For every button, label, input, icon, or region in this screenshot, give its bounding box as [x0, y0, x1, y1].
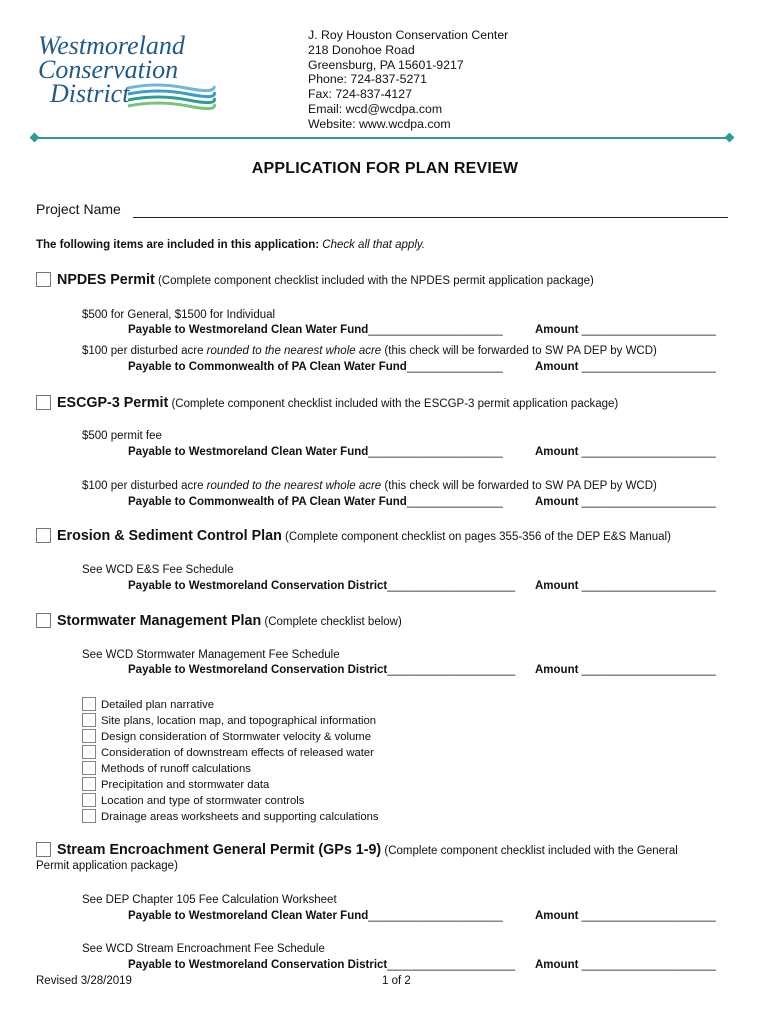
intro-text	[36, 239, 425, 251]
checklist-checkbox[interactable]	[82, 761, 96, 775]
logo-line-1: Westmoreland	[38, 31, 185, 60]
logo-line-2: Conservation	[38, 55, 179, 84]
amount-label: Amount	[535, 324, 579, 336]
escgp-heading: ESCGP-3 Permit	[57, 395, 169, 411]
amount-label: Amount	[535, 959, 579, 971]
swm-fee-1: See WCD Stormwater Management Fee Schedule	[82, 649, 340, 661]
swm-checklist-item	[82, 697, 214, 711]
swm-checklist-item	[82, 761, 251, 775]
checklist-checkbox[interactable]	[82, 793, 96, 807]
stream-payable-1-text: Payable to Westmoreland Clean Water Fund	[128, 910, 369, 922]
stream-payable-2-text: Payable to Westmoreland Conservation District	[128, 959, 388, 971]
npdes-fee-2-a: $100 per disturbed acre	[82, 345, 207, 357]
esc-checkbox[interactable]	[36, 528, 51, 543]
escgp-payable-1	[128, 446, 503, 458]
npdes-fee-2-b: (this check will be forwarded to SW PA DEP by WCD)	[381, 345, 657, 357]
checklist-label: Detailed plan narrative	[101, 699, 215, 711]
amount-label: Amount	[535, 496, 579, 508]
divider-diamond-left	[30, 133, 40, 143]
swm-checklist-item	[82, 809, 379, 823]
npdes-fee-1: $500 for General, $1500 for Individual	[82, 309, 276, 321]
amount-blank[interactable]: _____________________	[581, 959, 716, 971]
esc-payable-1	[128, 580, 515, 592]
stream-checkbox[interactable]	[36, 842, 51, 857]
npdes-checkbox[interactable]	[36, 272, 51, 287]
amount-blank[interactable]: _____________________	[581, 446, 716, 458]
fax: Fax: 724-837-4127	[308, 87, 412, 102]
stream-fee-1: See DEP Chapter 105 Fee Calculation Worksheet	[82, 894, 337, 906]
project-name-field[interactable]	[133, 217, 728, 218]
checklist-label: Precipitation and stormwater data	[101, 779, 270, 791]
stream-fee-2: See WCD Stream Encroachment Fee Schedule	[82, 943, 325, 955]
swm-checklist-item	[82, 729, 371, 743]
npdes-payable-1	[128, 324, 503, 336]
section-escgp	[36, 395, 618, 411]
website[interactable]: Website: www.wcdpa.com	[308, 116, 451, 131]
escgp-payable-2-text: Payable to Commonwealth of PA Clean Water Fund	[128, 496, 407, 508]
amount-blank[interactable]: _____________________	[581, 324, 716, 336]
amount-label: Amount	[535, 580, 579, 592]
stream-note-b: Permit application package)	[36, 860, 178, 872]
amount-label: Amount	[535, 446, 579, 458]
section-npdes	[36, 272, 594, 288]
stream-heading: Stream Encroachment General Permit (GPs 1-9)	[57, 842, 382, 858]
page-title: APPLICATION FOR PLAN REVIEW	[251, 160, 519, 177]
swm-checklist-item	[82, 777, 269, 791]
swm-amount-1	[535, 664, 716, 676]
npdes-fee-2-italic: rounded to the nearest whole acre	[206, 345, 382, 357]
escgp-payable-1-text: Payable to Westmoreland Clean Water Fund	[128, 446, 369, 458]
intro-italic: Check all that apply.	[322, 239, 425, 251]
esc-payable-1-text: Payable to Westmoreland Conservation District	[128, 580, 388, 592]
escgp-checkbox[interactable]	[36, 395, 51, 410]
section-esc	[36, 528, 671, 544]
page-number: 1 of 2	[382, 975, 411, 987]
amount-blank[interactable]: _____________________	[581, 910, 716, 922]
checklist-label: Drainage areas worksheets and supporting calculations	[101, 811, 379, 823]
checklist-checkbox[interactable]	[82, 777, 96, 791]
escgp-fee-2-a: $100 per disturbed acre	[82, 480, 207, 492]
npdes-note: (Complete component checklist included with the NPDES permit application package)	[157, 275, 594, 287]
street-address: 218 Donohoe Road	[308, 42, 415, 57]
amount-blank[interactable]: _____________________	[581, 664, 716, 676]
swm-checklist-item	[82, 745, 374, 759]
npdes-amount-2	[535, 361, 716, 373]
stream-payable-2-blank[interactable]: ____________________	[387, 959, 516, 971]
stream-note-a: (Complete component checklist included with the General	[381, 845, 678, 857]
checklist-label: Location and type of stormwater controls	[101, 795, 305, 807]
revised-date: Revised 3/28/2019	[36, 975, 132, 987]
npdes-payable-1-text: Payable to Westmoreland Clean Water Fund	[128, 324, 369, 336]
checklist-label: Consideration of downstream effects of released water	[101, 747, 374, 759]
intro-bold: The following items are included in this application:	[36, 239, 320, 251]
escgp-amount-2	[535, 496, 716, 508]
section-stream	[36, 842, 678, 858]
stream-amount-1	[535, 910, 716, 922]
logo-line-3: District	[50, 79, 130, 108]
divider-diamond-right	[725, 133, 735, 143]
phone: Phone: 724-837-5271	[308, 72, 427, 87]
checklist-checkbox[interactable]	[82, 809, 96, 823]
contact-block	[308, 28, 508, 132]
logo-graphic	[36, 30, 216, 112]
escgp-payable-2-blank[interactable]: _______________	[406, 496, 503, 508]
swm-heading: Stormwater Management Plan	[57, 613, 262, 629]
amount-label: Amount	[535, 664, 579, 676]
city-state-zip: Greensburg, PA 15601-9217	[308, 57, 464, 72]
swm-payable-1-text: Payable to Westmoreland Conservation District	[128, 664, 388, 676]
esc-fee-1: See WCD E&S Fee Schedule	[82, 564, 234, 576]
stream-payable-2	[128, 959, 515, 971]
section-swm	[36, 613, 402, 629]
npdes-heading: NPDES Permit	[57, 272, 155, 288]
stream-payable-1	[128, 910, 503, 922]
npdes-payable-2-blank[interactable]: _______________	[406, 361, 503, 373]
swm-checklist-item	[82, 793, 304, 807]
escgp-payable-2	[128, 496, 503, 508]
amount-label: Amount	[535, 910, 579, 922]
amount-blank[interactable]: _____________________	[581, 361, 716, 373]
org-name: J. Roy Houston Conservation Center	[308, 28, 509, 42]
escgp-fee-1: $500 permit fee	[82, 430, 162, 442]
checklist-checkbox[interactable]	[82, 697, 96, 711]
npdes-payable-1-blank[interactable]: _____________________	[368, 324, 503, 336]
email[interactable]: Email: wcd@wcdpa.com	[308, 101, 443, 116]
amount-blank[interactable]: _____________________	[581, 496, 716, 508]
amount-blank[interactable]: _____________________	[581, 580, 716, 592]
npdes-payable-2	[128, 361, 503, 373]
checklist-label: Methods of runoff calculations	[101, 763, 251, 775]
checklist-checkbox[interactable]	[82, 713, 96, 727]
npdes-payable-2-text: Payable to Commonwealth of PA Clean Water Fund	[128, 361, 407, 373]
npdes-fee-2	[82, 345, 657, 357]
swm-checkbox[interactable]	[36, 613, 51, 628]
stream-amount-2	[535, 959, 716, 971]
escgp-amount-1	[535, 446, 716, 458]
checklist-label: Site plans, location map, and topographical information	[101, 715, 377, 727]
escgp-fee-2-b: (this check will be forwarded to SW PA DEP by WCD)	[381, 480, 657, 492]
escgp-fee-2-italic: rounded to the nearest whole acre	[206, 480, 382, 492]
swm-checklist-item	[82, 713, 376, 727]
project-name-label: Project Name	[36, 201, 121, 217]
esc-payable-1-blank[interactable]: ____________________	[387, 580, 516, 592]
swm-payable-1	[128, 664, 515, 676]
swm-note: (Complete checklist below)	[264, 616, 402, 628]
esc-heading: Erosion & Sediment Control Plan	[57, 528, 282, 544]
amount-label: Amount	[535, 361, 579, 373]
stream-payable-1-blank[interactable]: _____________________	[368, 910, 503, 922]
esc-amount-1	[535, 580, 716, 592]
esc-note: (Complete component checklist on pages 355-356 of the DEP E&S Manual)	[285, 531, 671, 543]
escgp-payable-1-blank[interactable]: _____________________	[368, 446, 503, 458]
checklist-checkbox[interactable]	[82, 729, 96, 743]
header-divider	[34, 137, 730, 139]
escgp-fee-2	[82, 480, 657, 492]
checklist-label: Design consideration of Stormwater velocity & volume	[101, 731, 371, 743]
npdes-amount-1	[535, 324, 716, 336]
checklist-checkbox[interactable]	[82, 745, 96, 759]
escgp-note: (Complete component checklist included with the ESCGP-3 permit application package)	[171, 398, 619, 410]
district-logo	[36, 30, 216, 112]
swm-payable-1-blank[interactable]: ____________________	[387, 664, 516, 676]
